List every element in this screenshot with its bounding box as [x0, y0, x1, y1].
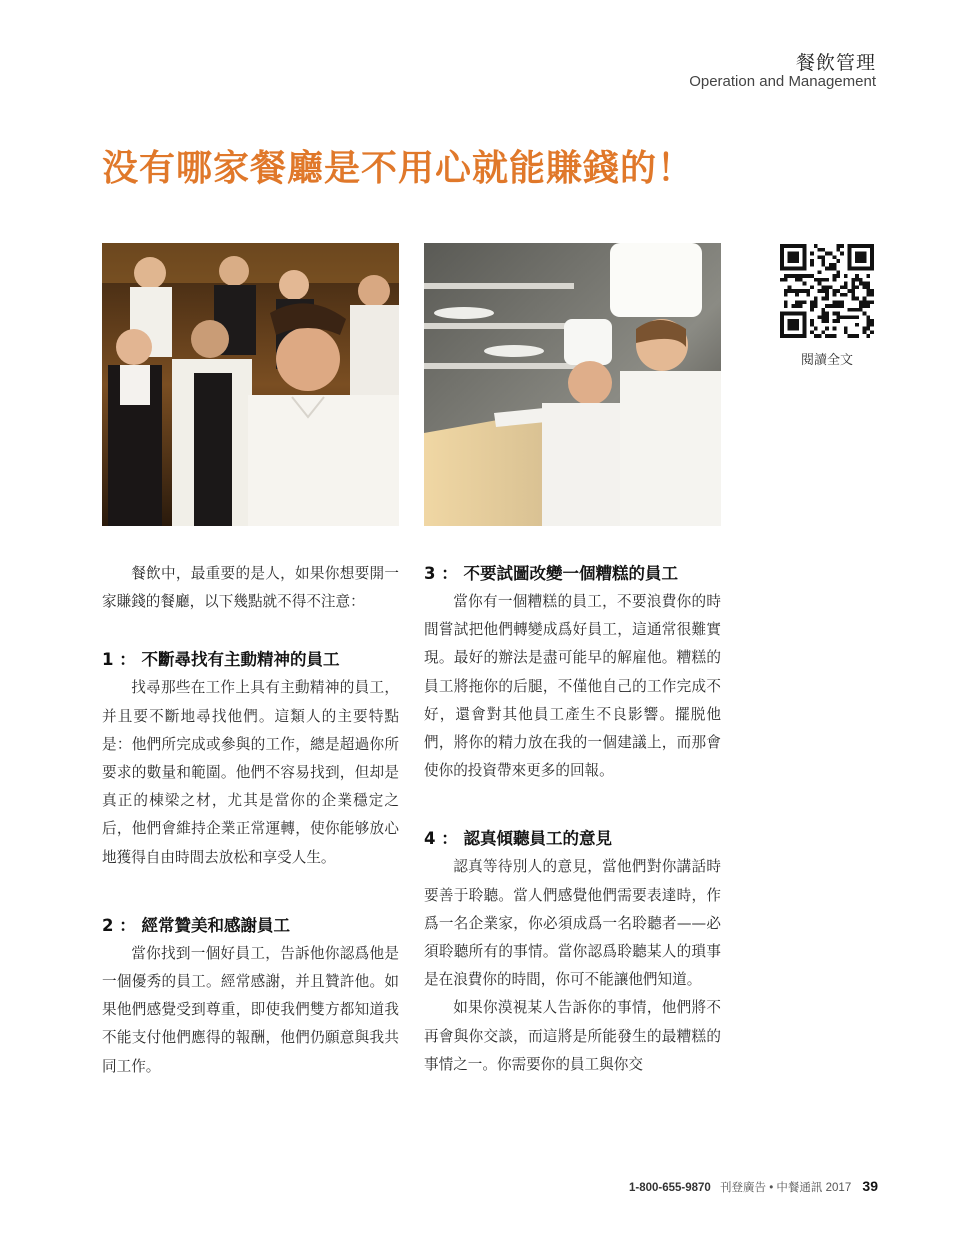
footer-phone: 1-800-655-9870 — [628, 1182, 711, 1194]
section-1-paragraph: 找尋那些在工作上具有主動精神的員工，并且要不斷地尋找他們。這類人的主要特點是：他們所完成或參與的工作，總是超過你所要求的數量和範圍。他們不容易找到，但却是真正的棟梁之材，尤其是當你的企業穩定之后，他們會維持企業正常運轉，使你能够放心地獲得自由時間去放松和享受人生。 — [102, 679, 399, 866]
section-3-paragraph: 當你有一個糟糕的員工，不要浪費你的時間嘗試把他們轉變成爲好員工，這通常很難實現。最好的辦法是盡可能早的解雇他。糟糕的員工將拖你的后腿，不僅他自己的工作完成不好，還會對其他員工產生不良影響。擺脱他們，將你的精力放在我的一個建議上，而那會使你的投資帶來更多的回報。 — [424, 593, 721, 780]
article-column-left — [102, 560, 399, 1081]
section-4-heading: 4 ： 認真傾聽員工的意見 — [424, 829, 612, 849]
article-title: 没有哪家餐廳是不用心就能賺錢的！ — [102, 147, 695, 189]
article-column-right — [424, 560, 721, 1079]
page-number: 39 — [862, 1178, 878, 1194]
section-4-paragraph-2: 如果你漠視某人告訴你的事情，他們將不再會與你交談，而這將是所能發生的最糟糕的事情之一。你需要你的員工與你交 — [424, 999, 721, 1073]
chefs-photo — [424, 243, 721, 526]
section-4-paragraph-1: 認真等待別人的意見，當他們對你講話時要善于聆聽。當人們感覺他們需要表達時，作爲一名企業家，你必須成爲一名聆聽者——必須聆聽所有的事情。當你認爲聆聽某人的瑣事是在浪費你的時間，你可不能讓他們知道。 — [424, 858, 721, 989]
section-3-heading: 3 ： 不要試圖改變一個糟糕的員工 — [424, 564, 678, 583]
section-1-heading: 1 ： 不斷尋找有主動精神的員工 — [102, 650, 340, 670]
qr-caption: 閱讀全文 — [800, 353, 853, 368]
footer-publication: 刊登廣告 • 中餐通訊 2017 — [720, 1182, 852, 1194]
section-title-cn: 餐飲管理 — [795, 52, 876, 74]
qr-code[interactable] — [780, 244, 874, 338]
intro-paragraph: 餐飲中，最重要的是人，如果你想要開一家賺錢的餐廳，以下幾點就不得不注意： — [102, 565, 399, 611]
staff-photo — [102, 243, 399, 526]
section-2-paragraph: 當你找到一個好員工，告訴他你認爲他是一個優秀的員工。經常感謝，并且贊許他。如果他們感覺受到尊重，即使我們雙方都知道我不能支付他們應得的報酬，他們仍願意與我共同工作。 — [102, 944, 399, 1075]
section-title-en: Operation and Management — [689, 73, 876, 90]
section-2-heading: 2 ： 經常贊美和感謝員工 — [102, 915, 290, 935]
page-footer — [629, 1178, 878, 1195]
